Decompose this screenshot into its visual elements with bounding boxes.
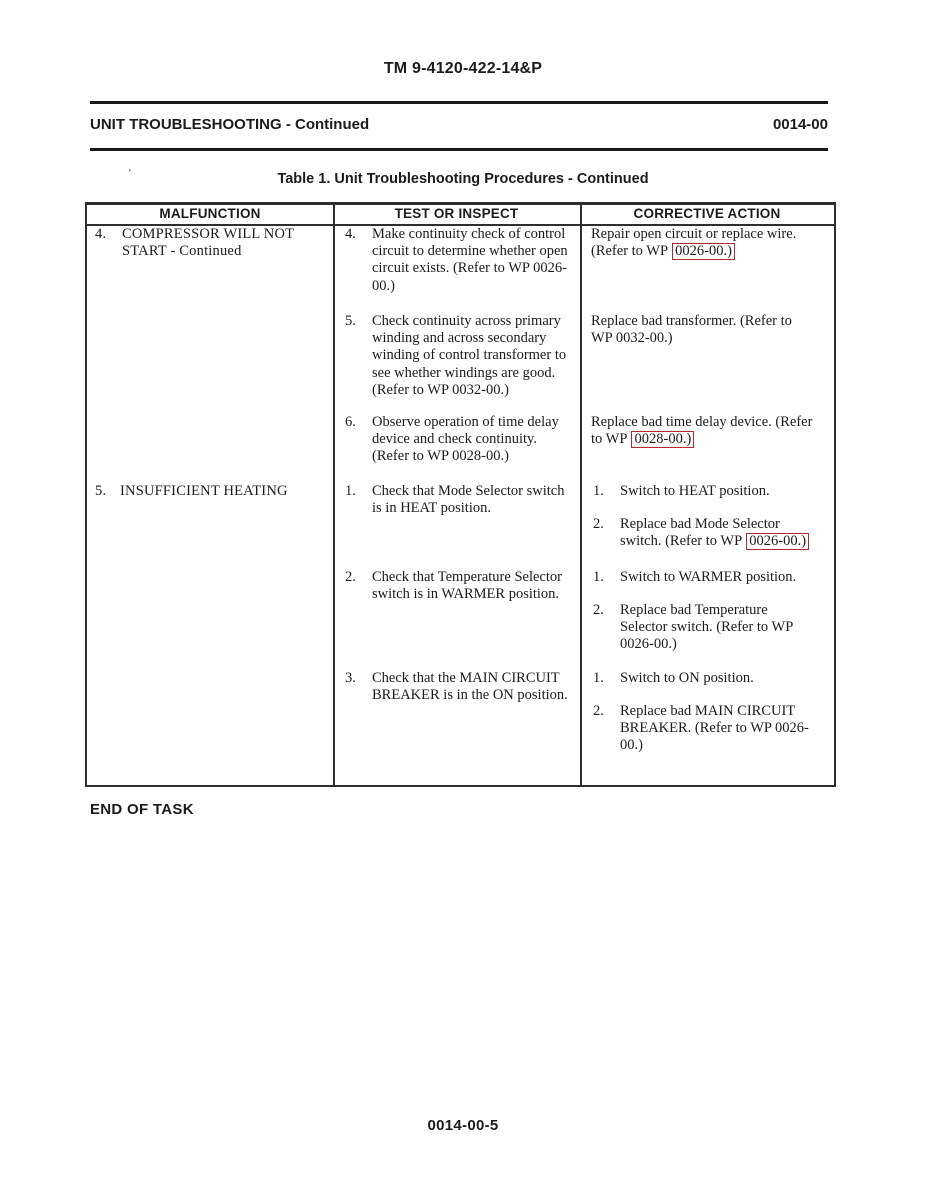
text-line: Repair open circuit or replace wire. <box>591 226 797 242</box>
text-line: (Refer to WP 0032-00.) <box>372 381 509 398</box>
text-line: device and check continuity. <box>372 431 537 448</box>
page-number: 0014-00-5 <box>427 1117 499 1134</box>
text-line: Observe operation of time delay <box>372 414 559 430</box>
item-number: 5. <box>95 483 107 499</box>
item-number: 6. <box>345 414 356 430</box>
wp-link-0026-00[interactable]: 0026-00.) <box>672 243 735 260</box>
text-line: Replace bad MAIN CIRCUIT <box>620 703 796 719</box>
corrective-action-6 <box>591 414 835 448</box>
text-line: Switch to ON position. <box>620 670 754 686</box>
corrective-action-5-3-2 <box>593 703 833 755</box>
stray-mark: . <box>128 160 132 175</box>
column-header-test-or-inspect: TEST OR INSPECT <box>394 206 519 221</box>
test-step-5 <box>345 313 575 399</box>
text-line: Check that Temperature Selector <box>372 569 562 585</box>
text-line: 00.) <box>372 277 395 294</box>
wp-link-0028-00[interactable]: 0028-00.) <box>631 431 694 448</box>
table-title: Table 1. Unit Troubleshooting Procedures - Continued <box>277 171 649 187</box>
text-line: 00.) <box>620 737 643 754</box>
column-divider-1 <box>333 205 335 785</box>
malfunction-5-entry <box>95 483 327 500</box>
work-package-header <box>90 116 828 133</box>
item-number: 2. <box>593 516 604 532</box>
text-line: to WP 0028-00.) <box>591 431 835 448</box>
wp-link-0026-00[interactable]: 0026-00.) <box>746 533 809 550</box>
table-header-row <box>87 205 834 226</box>
test-step-6 <box>345 414 575 466</box>
item-number: 5. <box>345 313 356 329</box>
text-line: Make continuity check of control <box>372 226 566 242</box>
item-number: 4. <box>345 226 356 242</box>
text-line: Selector switch. (Refer to WP <box>620 619 794 636</box>
text-line: Replace bad Mode Selector <box>620 516 780 532</box>
header-rule-top <box>90 101 828 104</box>
text-line: switch. (Refer to WP 0026-00.) <box>620 533 833 550</box>
text-line: Replace bad Temperature <box>620 602 768 618</box>
text-line: Check that the MAIN CIRCUIT <box>372 670 560 686</box>
text-line: Replace bad transformer. (Refer to <box>591 313 792 329</box>
test-step-5-2 <box>345 569 575 603</box>
corrective-action-5-1-1 <box>593 483 833 500</box>
text-line: Check continuity across primary <box>372 313 561 329</box>
text-line: BREAKER is in the ON position. <box>372 687 568 704</box>
text-line: winding of control transformer to <box>372 347 567 364</box>
item-number: 4. <box>95 226 107 242</box>
text-line: (Refer to WP 0026-00.) <box>591 243 833 260</box>
item-number: 1. <box>593 670 604 686</box>
item-number: 1. <box>593 483 604 499</box>
corrective-action-5-1-2 <box>593 516 833 550</box>
test-step-5-1 <box>345 483 575 517</box>
item-number: 1. <box>593 569 604 585</box>
troubleshooting-table <box>85 202 836 787</box>
test-step-5-3 <box>345 670 575 704</box>
corrective-action-5-3-1 <box>593 670 833 687</box>
end-of-task-label: END OF TASK <box>90 801 194 818</box>
text-line: Check that Mode Selector switch <box>372 483 565 499</box>
item-number: 2. <box>345 569 356 585</box>
column-divider-2 <box>580 205 582 785</box>
header-rule-bottom <box>90 148 828 151</box>
corrective-action-5-2-1 <box>593 569 833 586</box>
text-line: WP 0032-00.) <box>591 330 673 347</box>
text-line: Switch to HEAT position. <box>620 483 770 499</box>
wp-title: UNIT TROUBLESHOOTING - Continued <box>90 116 370 133</box>
text-line: Switch to WARMER position. <box>620 569 797 585</box>
item-number: 2. <box>593 602 604 618</box>
text-line: BREAKER. (Refer to WP 0026- <box>620 720 809 737</box>
text-line: winding and across secondary <box>372 330 547 347</box>
text-line: is in HEAT position. <box>372 500 491 517</box>
corrective-action-4 <box>591 226 833 260</box>
text-line: INSUFFICIENT HEATING <box>120 483 288 499</box>
text-line: (Refer to WP 0028-00.) <box>372 448 509 465</box>
column-header-malfunction: MALFUNCTION <box>159 206 261 221</box>
text-line: see whether windings are good. <box>372 364 556 381</box>
item-number: 1. <box>345 483 356 499</box>
text-line: Replace bad time delay device. (Refer <box>591 414 813 430</box>
tm-number: TM 9-4120-422-14&P <box>383 60 543 77</box>
corrective-action-5 <box>591 313 833 347</box>
text-line: circuit to determine whether open <box>372 243 568 260</box>
corrective-action-5-2-2 <box>593 602 833 654</box>
wp-number: 0014-00 <box>772 116 828 133</box>
text-line: switch is in WARMER position. <box>372 586 560 603</box>
test-step-4 <box>345 226 575 295</box>
item-number: 2. <box>593 703 604 719</box>
text-line: COMPRESSOR WILL NOT <box>122 226 295 242</box>
text-line: 0026-00.) <box>620 636 677 653</box>
text-line: START - Continued <box>122 243 242 260</box>
text-line: circuit exists. (Refer to WP 0026- <box>372 260 567 277</box>
malfunction-4-entry <box>95 226 327 260</box>
column-header-corrective-action: CORRECTIVE ACTION <box>633 206 781 221</box>
item-number: 3. <box>345 670 356 686</box>
